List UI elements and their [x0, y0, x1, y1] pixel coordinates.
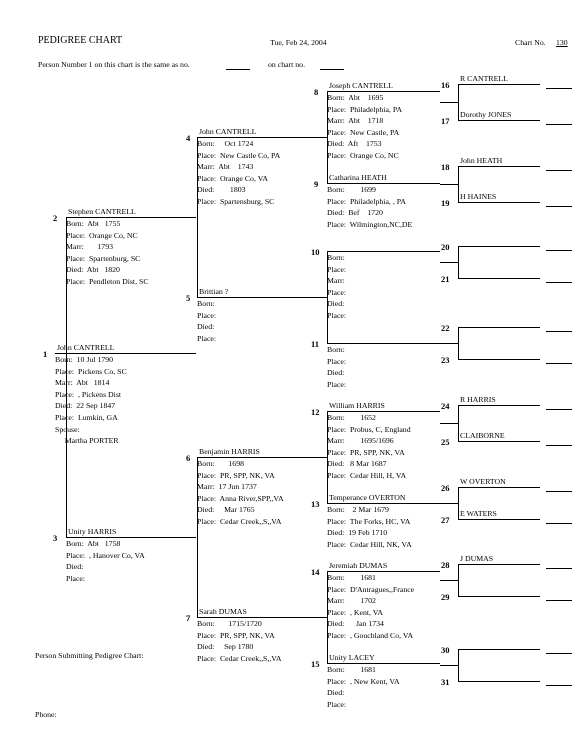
person-12-detail: Place: PR, SPP, NK, VA	[327, 447, 405, 457]
person-2-name: Stephen CANTRELL	[68, 207, 136, 216]
person-15-number: 15	[311, 659, 320, 669]
person-15-detail: Place:	[327, 699, 347, 709]
person-17-number: 17	[441, 116, 450, 126]
person-7-number: 7	[186, 613, 191, 623]
person-7-detail: Place: PR, SPP, NK, VA	[197, 630, 275, 640]
person-12-detail: Died: 8 Mar 1687	[327, 459, 387, 469]
person-17-continuation-blank[interactable]	[546, 124, 572, 125]
person-6-detail: Place: Cedar Creek,,S,,VA	[197, 517, 282, 526]
person-23-continuation-blank[interactable]	[546, 363, 572, 364]
person-13-detail: Died: 19 Feb 1710	[327, 528, 388, 538]
person-9-detail: Place: Wilmington,NC,DE	[327, 219, 413, 229]
person-2-detail: Born: Abt 1755	[66, 219, 121, 228]
person-10-number: 10	[311, 247, 320, 257]
person-13-detail: Born: 2 Mar 1679	[327, 505, 389, 514]
person-12-name: William HARRIS	[329, 401, 385, 410]
person-1-detail: Spouse:	[55, 424, 80, 434]
person-6-detail: Place: Anna River,SPP,,VA	[197, 493, 284, 503]
person-21-number: 21	[441, 274, 450, 284]
person-2-detail: Died: Abt 1820	[66, 265, 120, 275]
tree-connector	[458, 487, 459, 519]
person-5-number: 5	[186, 293, 191, 303]
person-12-detail: Place: Probus, C, England	[327, 424, 411, 434]
person-2-detail: Place: Pendleton Dist, SC	[66, 277, 149, 286]
person-14-detail: Place: , Gouchland Co, VA	[327, 631, 414, 640]
person-20-number: 20	[441, 242, 450, 252]
tree-connector	[440, 184, 458, 185]
person-8-detail: Born: Abt 1695	[327, 93, 384, 102]
person-2-number: 2	[53, 213, 58, 223]
person-29-number: 29	[441, 592, 450, 602]
person-3-detail: Died:	[66, 562, 84, 572]
person-8-detail: Place: Orange Co, NC	[327, 151, 399, 160]
person-1-number: 1	[43, 349, 48, 359]
person-21-name-line	[458, 278, 540, 279]
tree-connector	[458, 327, 459, 359]
person-14-name: Jeremiah DUMAS	[329, 561, 388, 570]
person-2-detail: Marr: 1793	[66, 242, 113, 252]
tree-connector	[440, 580, 458, 581]
person-4-detail: Born: Oct 1724	[197, 139, 254, 148]
person-8-detail: Place: Philadelphia, PA	[327, 104, 403, 114]
person-3-name: Unity HARRIS	[68, 527, 117, 536]
person-15-name: Unity LACEY	[329, 653, 375, 662]
person-1-detail: Died: 22 Sep 1847	[55, 401, 116, 411]
person-6-number: 6	[186, 453, 191, 463]
page-title: PEDIGREE CHART	[38, 35, 123, 46]
person-7-detail: Born: 1715/1720	[197, 619, 262, 628]
person-24-continuation-blank[interactable]	[546, 409, 572, 410]
person-4-detail: Place: Spartensburg, SC	[197, 197, 275, 206]
tree-connector	[440, 503, 458, 504]
person-16-name-line	[458, 84, 540, 85]
person-20-name-line	[458, 246, 540, 247]
tree-connector	[458, 405, 459, 441]
person-11-number: 11	[311, 339, 320, 349]
submitter-label: Person Submitting Pedigree Chart:	[35, 651, 144, 660]
person-14-detail: Place: , Kent, VA	[327, 607, 384, 617]
person-3-detail: Born: Abt 1758	[66, 539, 121, 548]
person-9-detail: Place: Philadelphia, , PA	[327, 196, 406, 206]
tree-connector	[197, 137, 198, 297]
tree-connector	[327, 411, 328, 503]
person-10-detail: Place:	[327, 264, 347, 274]
on-chart-number-blank[interactable]	[320, 69, 344, 70]
person-4-detail: Place: Orange Co, VA	[197, 173, 268, 183]
person-9-detail: Died: Bef 1720	[327, 208, 383, 218]
person-12-detail: Born: 1652	[327, 413, 376, 422]
person-12-detail: Marr: 1695/1696	[327, 436, 394, 446]
person-28-continuation-blank[interactable]	[546, 568, 572, 569]
person-25-name-line	[458, 441, 540, 442]
person-17-name: Dorothy JONES	[460, 110, 512, 119]
person-4-detail: Marr: Abt 1743	[197, 162, 254, 172]
person-13-detail: Place: The Forks, HC, VA	[327, 516, 411, 526]
person-31-continuation-blank[interactable]	[546, 685, 572, 686]
person-18-number: 18	[441, 162, 450, 172]
person-5-detail: Born:	[197, 299, 215, 308]
person-3-detail: Place:	[66, 573, 86, 583]
person-14-detail: Born: 1681	[327, 573, 376, 582]
person-14-detail: Died: Jan 1734	[327, 619, 384, 629]
person-10-detail: Place:	[327, 287, 347, 297]
person-28-number: 28	[441, 560, 450, 570]
person-30-number: 30	[441, 645, 450, 655]
person-15-detail: Born: 1681	[327, 665, 376, 674]
person-24-number: 24	[441, 401, 450, 411]
person-18-name: John HEATH	[460, 156, 503, 165]
person-14-detail: Place: D'Antragues,,France	[327, 584, 415, 594]
person-5-detail: Died:	[197, 322, 215, 332]
person-13-detail: Place: Cedar Hill, NK, VA	[327, 539, 412, 549]
chart-number: 130	[556, 38, 568, 47]
person-12-number: 12	[311, 407, 320, 417]
person-14-detail: Marr: 1702	[327, 596, 376, 606]
person-6-detail: Born: 1698	[197, 459, 244, 468]
person-19-continuation-blank[interactable]	[546, 206, 572, 207]
person-10-detail: Born:	[327, 253, 345, 262]
person-8-detail: Died: Aft 1753	[327, 139, 382, 149]
person-5-name-line	[197, 297, 327, 298]
person-19-name: H HAINES	[460, 192, 497, 201]
person-4-detail: Place: New Castle Co, PA	[197, 150, 281, 160]
person-30-continuation-blank[interactable]	[546, 653, 572, 654]
person-8-detail: Marr: Abt 1718	[327, 116, 384, 126]
person-23-name-line	[458, 359, 540, 360]
person-1-detail: Marr: Abt 1814	[55, 378, 110, 388]
person-8-detail: Place: New Castle, PA	[327, 127, 400, 137]
person-11-detail: Born:	[327, 345, 345, 354]
person-14-number: 14	[311, 567, 320, 577]
person-1-detail: Place: Pickens Co, SC	[55, 366, 127, 376]
tree-connector	[197, 457, 198, 617]
person-17-name-line	[458, 120, 540, 121]
person-9-detail: Born: 1699	[327, 185, 376, 194]
person-13-name: Temperance OVERTON	[329, 493, 406, 502]
tree-connector	[458, 166, 459, 202]
person-5-detail: Place:	[197, 310, 217, 320]
person-1-detail: Place: Lumkin, GA	[55, 413, 118, 422]
person-27-name: E WATERS	[460, 509, 497, 518]
person-1-detail: Born: 10 Jul 1790	[55, 355, 114, 364]
person-18-continuation-blank[interactable]	[546, 170, 572, 171]
person-4-detail: Died: 1803	[197, 185, 246, 195]
person-12-detail: Place: Cedar Hill, H, VA	[327, 471, 407, 480]
person-22-number: 22	[441, 323, 450, 333]
person-22-continuation-blank[interactable]	[546, 331, 572, 332]
person-11-detail: Place:	[327, 356, 347, 366]
person-25-number: 25	[441, 437, 450, 447]
person-4-name: John CANTRELL	[199, 127, 257, 136]
person-26-name-line	[458, 487, 540, 488]
person-5-detail: Place:	[197, 333, 217, 343]
person-3-detail: Place: , Hanover Co, VA	[66, 550, 145, 560]
person-10-detail: Place:	[327, 311, 347, 320]
person-19-number: 19	[441, 198, 450, 208]
person-11-detail: Place:	[327, 379, 347, 389]
tree-connector	[458, 649, 459, 681]
tree-connector	[440, 262, 458, 263]
person-26-continuation-blank[interactable]	[546, 491, 572, 492]
person-29-continuation-blank[interactable]	[546, 600, 572, 601]
person-29-name-line	[458, 596, 540, 597]
chart-date: Tue, Feb 24, 2004	[270, 38, 327, 47]
person-24-name-line	[458, 405, 540, 406]
person-26-number: 26	[441, 483, 450, 493]
person-20-continuation-blank[interactable]	[546, 250, 572, 251]
person-30-name-line	[458, 649, 540, 650]
person-31-number: 31	[441, 677, 450, 687]
person-26-name: W OVERTON	[460, 477, 506, 486]
tree-connector	[440, 423, 458, 424]
person-7-detail: Died: Sep 1780	[197, 642, 254, 652]
person-6-detail: Died: Mar 1765	[197, 505, 255, 515]
person-28-name: J DUMAS	[460, 554, 494, 563]
person-7-detail: Place: Cedar Creek,,S,,VA	[197, 653, 282, 663]
person-15-detail: Place: , New Kent, VA	[327, 676, 400, 686]
person-8-number: 8	[314, 87, 319, 97]
tree-connector	[440, 102, 458, 103]
person-15-detail: Died:	[327, 688, 345, 698]
person-1-name: John CANTRELL	[57, 343, 115, 352]
person-25-continuation-blank[interactable]	[546, 445, 572, 446]
person-24-name: R HARRIS	[460, 395, 496, 404]
person-19-name-line	[458, 202, 540, 203]
phone-label: Phone:	[35, 710, 57, 719]
person-25-name: CLAIBORNE	[460, 431, 505, 440]
person-31-name-line	[458, 681, 540, 682]
person-16-number: 16	[441, 80, 450, 90]
person-2-detail: Place: Spartenburg, SC	[66, 253, 141, 263]
tree-connector	[327, 251, 328, 343]
person-27-number: 27	[441, 515, 450, 525]
person-6-name: Benjamin HARRIS	[199, 447, 260, 456]
tree-connector	[458, 564, 459, 596]
person-7-name: Sarah DUMAS	[199, 607, 247, 616]
person-18-name-line	[458, 166, 540, 167]
tree-connector	[458, 246, 459, 278]
tree-connector	[66, 217, 67, 537]
person-9-number: 9	[314, 179, 319, 189]
person-6-detail: Place: PR, SPP, NK, VA	[197, 470, 275, 480]
person-10-detail: Died:	[327, 299, 345, 309]
tree-connector	[327, 571, 328, 663]
person-6-detail: Marr: 17 Jun 1737	[197, 482, 257, 492]
person-21-continuation-blank[interactable]	[546, 282, 572, 283]
tree-connector	[327, 91, 328, 183]
tree-connector	[440, 665, 458, 666]
same-as-number-blank[interactable]	[226, 69, 250, 70]
person-4-number: 4	[186, 133, 191, 143]
person-16-name: R CANTRELL	[460, 74, 508, 83]
tree-connector	[458, 84, 459, 120]
person-22-name-line	[458, 327, 540, 328]
person-8-name: Joseph CANTRELL	[329, 81, 393, 90]
person-1-detail: Place: , Pickens Dist	[55, 389, 122, 399]
chart-number-label: Chart No.	[515, 38, 546, 47]
person-10-detail: Marr:	[327, 276, 345, 286]
person-3-number: 3	[53, 533, 58, 543]
person-1-detail: Martha PORTER	[55, 436, 119, 446]
person-9-name: Catharina HEATH	[329, 173, 387, 182]
person-11-detail: Died:	[327, 368, 345, 378]
person-27-name-line	[458, 519, 540, 520]
person-28-name-line	[458, 564, 540, 565]
person-5-name: Brittian ?	[199, 287, 229, 296]
person-27-continuation-blank[interactable]	[546, 523, 572, 524]
person-23-number: 23	[441, 355, 450, 365]
person-16-continuation-blank[interactable]	[546, 88, 572, 89]
person-13-number: 13	[311, 499, 320, 509]
on-chart-label: on chart no.	[268, 60, 306, 69]
person-2-detail: Place: Orange Co, NC	[66, 230, 138, 240]
person-same-as-label: Person Number 1 on this chart is the same as no.	[38, 60, 190, 69]
tree-connector	[440, 343, 458, 344]
